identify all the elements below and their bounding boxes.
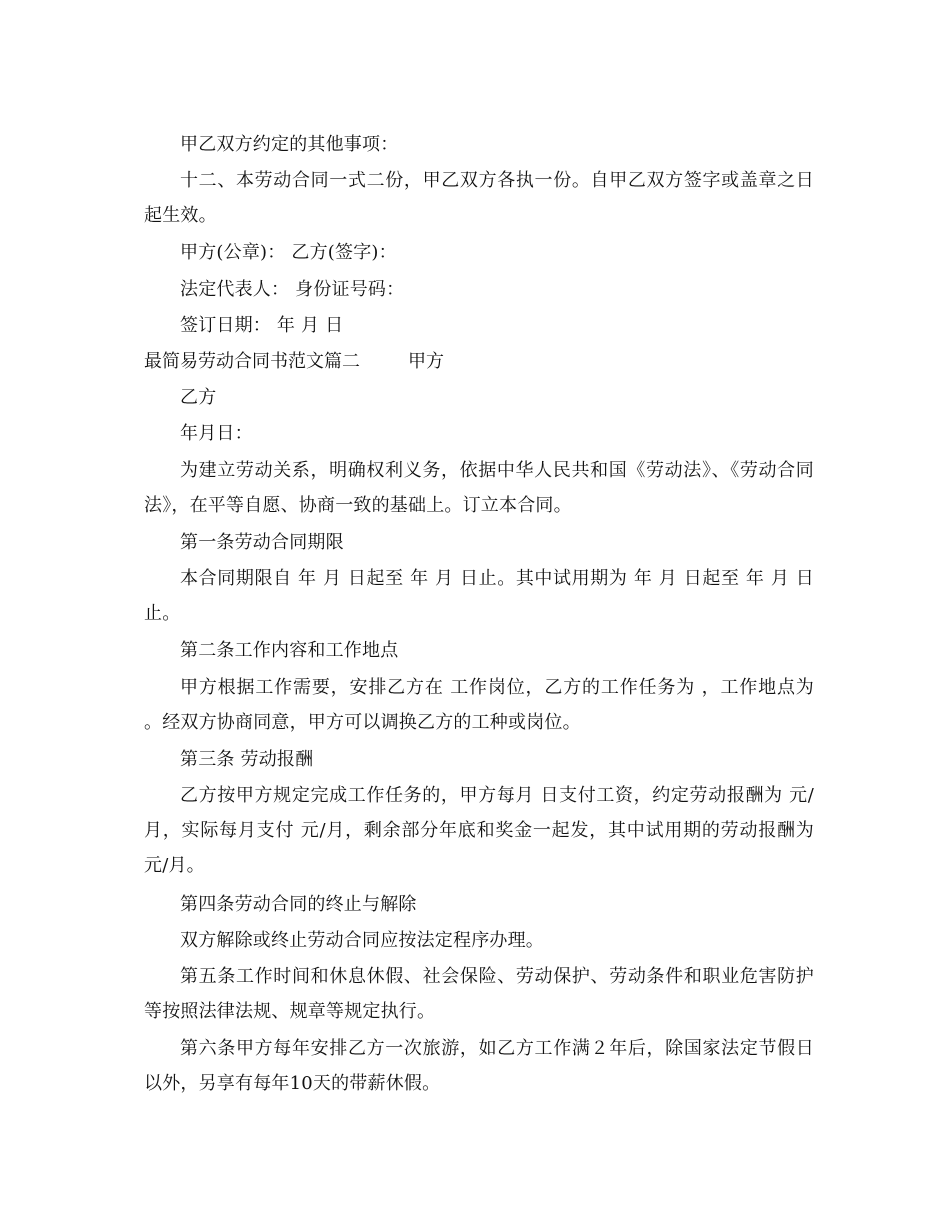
party-a-label: 甲方 xyxy=(408,351,444,372)
paragraph-work-content: 甲方根据工作需要，安排乙方在 工作岗位，乙方的工作任务为 ，工作地点为 。经双方协商同意，甲方可以调换乙方的工种或岗位。 xyxy=(144,677,814,733)
paragraph-article-five: 第五条工作时间和休息休假、社会保险、劳动保护、劳动条件和职业危害防护等按照法律法规、规章等规定执行。 xyxy=(144,966,814,1022)
signing-date-line: 签订日期： 年 月 日 xyxy=(180,315,344,336)
paragraph-remuneration: 乙方按甲方规定完成工作任务的，甲方每月 日支付工资，约定劳动报酬为 元/月，实际每月支付 元/月，剩余部分年底和奖金一起发，其中试用期的劳动报酬为 元/月。 xyxy=(144,785,814,876)
article-four-title: 第四条劳动合同的终止与解除 xyxy=(180,894,417,915)
signature-party-line: 甲方(公章)： 乙方(签字)： xyxy=(180,242,397,263)
paragraph-preamble: 为建立劳动关系，明确权利义务，依据中华人民共和国《劳动法》、《劳动合同法》，在平等自愿、协商一致的基础上。订立本合同。 xyxy=(144,460,814,516)
section-title: 最简易劳动合同书范文篇二 xyxy=(144,351,360,372)
paragraph-contract-term: 本合同期限自 年 月 日起至 年 月 日止。其中试用期为 年 月 日起至 年 月 日止。 xyxy=(144,568,814,624)
paragraph-clause-twelve: 十二、本劳动合同一式二份，甲乙双方各执一份。自甲乙双方签字或盖章之日起生效。 xyxy=(144,170,814,226)
paragraph-article-six: 第六条甲方每年安排乙方一次旅游，如乙方工作满２年后，除国家法定节假日以外，另享有每年10天的带薪休假。 xyxy=(144,1038,814,1094)
representative-id-line: 法定代表人： 身份证号码： xyxy=(180,279,405,300)
section-heading xyxy=(144,344,444,379)
article-three-title: 第三条 劳动报酬 xyxy=(180,749,314,770)
party-b-label: 乙方 xyxy=(180,387,217,408)
paragraph-other-matters: 甲乙双方约定的其他事项： xyxy=(180,134,399,155)
paragraph-termination: 双方解除或终止劳动合同应按法定程序办理。 xyxy=(180,930,544,951)
article-one-title: 第一条劳动合同期限 xyxy=(180,532,344,553)
article-two-title: 第二条工作内容和工作地点 xyxy=(180,640,399,661)
date-line: 年月日： xyxy=(180,423,253,444)
